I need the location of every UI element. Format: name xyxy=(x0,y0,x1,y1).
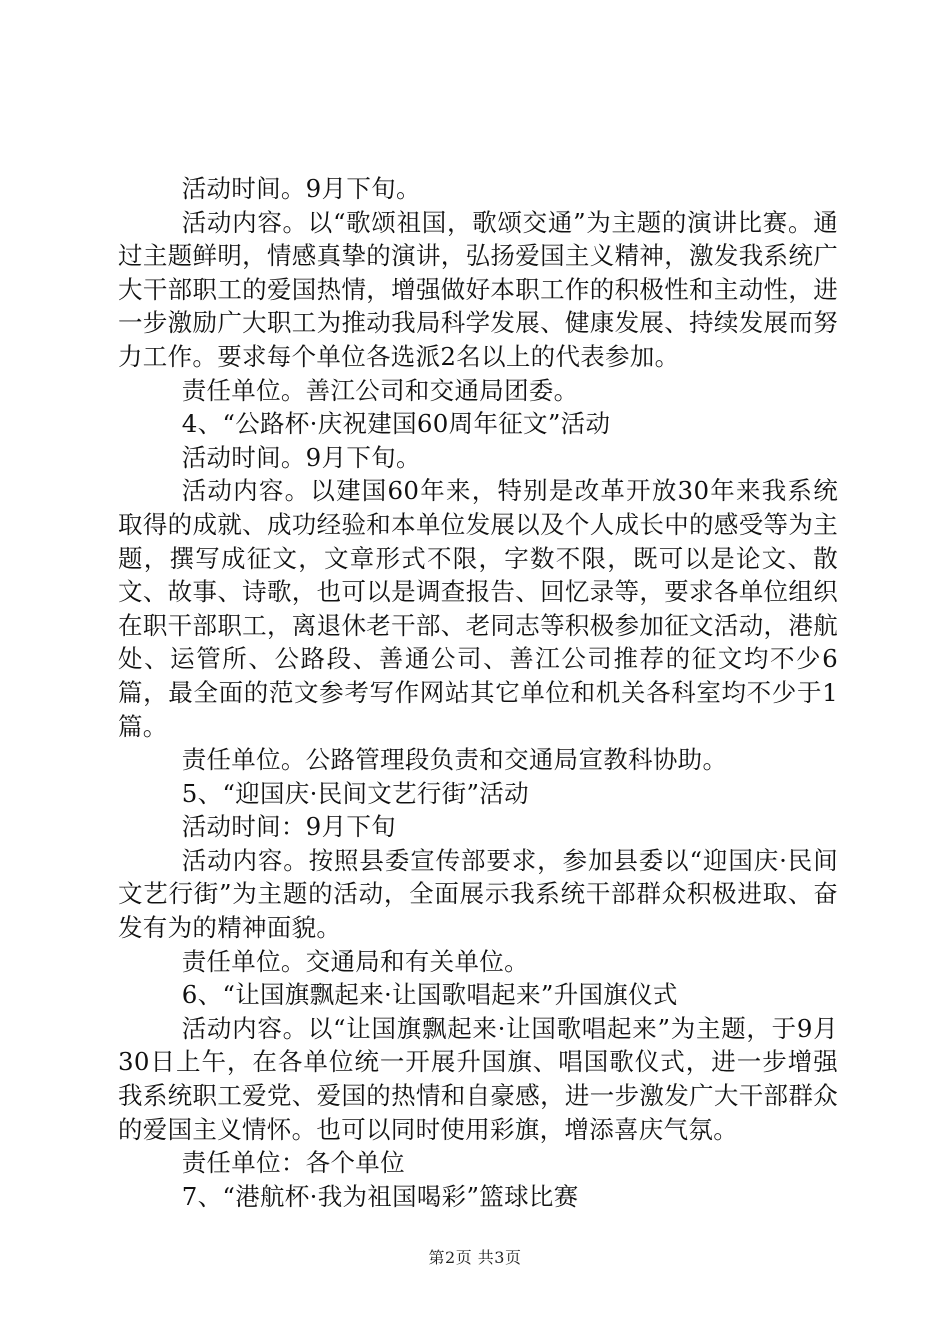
paragraph: 活动时间：9月下旬 xyxy=(181,812,396,842)
section-heading: 6、“让国旗飘起来·让国歌唱起来”升国旗仪式 xyxy=(181,980,678,1010)
paragraph: 活动内容。以“让国旗飘起来·让国歌唱起来”为主题，于9月30日上午，在各单位统一开展升国旗、唱国歌仪式，进一步增强我系统职工爱党、爱国的热情和自豪感，进一步激发广大干部群众的爱国主义情怀。也可以同时使用彩旗，增添喜庆气氛。 xyxy=(118,1013,838,1144)
paragraph: 活动时间。9月下旬。 xyxy=(181,174,421,203)
section-heading: 4、“公路杯·庆祝建国60周年征文”活动 xyxy=(181,409,611,439)
document-body xyxy=(118,172,838,1213)
paragraph: 活动内容。以建国60年来，特别是改革开放30年来我系统取得的成就、成功经验和本单位发展以及个人成长中的感受等为主题，撰写成征文，文章形式不限，字数不限，既可以是论文、散文、故事、诗歌，也可以是调查报告、回忆录等，要求各单位组织在职干部职工，离退休老干部、老同志等积极参加征文活动，港航处、运管所、公路段、善通公司、善江公司推荐的征文均不少6篇，最全面的范文参考写作网站其它单位和机关各科室均不少于1篇。 xyxy=(118,476,838,741)
paragraph: 活动时间。9月下旬。 xyxy=(181,442,421,472)
paragraph: 责任单位：各个单位 xyxy=(181,1148,405,1178)
paragraph: 责任单位。公路管理段负责和交通局宣教科协助。 xyxy=(181,745,728,775)
section-heading: 7、“港航杯·我为祖国喝彩”篮球比赛 xyxy=(181,1181,579,1211)
paragraph: 责任单位。交通局和有关单位。 xyxy=(181,946,529,976)
paragraph: 活动内容。按照县委宣传部要求，参加县委以“迎国庆·民间文艺行街”为主题的活动，全面展示我系统干部群众积极进取、奋发有为的精神面貌。 xyxy=(118,845,838,943)
section-heading: 5、“迎国庆·民间文艺行街”活动 xyxy=(181,778,529,808)
paragraph: 活动内容。以“歌颂祖国，歌颂交通”为主题的演讲比赛。通过主题鲜明，情感真挚的演讲，弘扬爱国主义精神，激发我系统广大干部职工的爱国热情，增强做好本职工作的积极性和主动性，进一步激励广大职工为推动我局科学发展、健康发展、持续发展而努力工作。要求每个单位各选派2名以上的代表参加。 xyxy=(118,207,838,371)
paragraph: 责任单位。善江公司和交通局团委。 xyxy=(181,375,579,405)
page-number-footer: 第2页 共3页 xyxy=(428,1248,522,1267)
